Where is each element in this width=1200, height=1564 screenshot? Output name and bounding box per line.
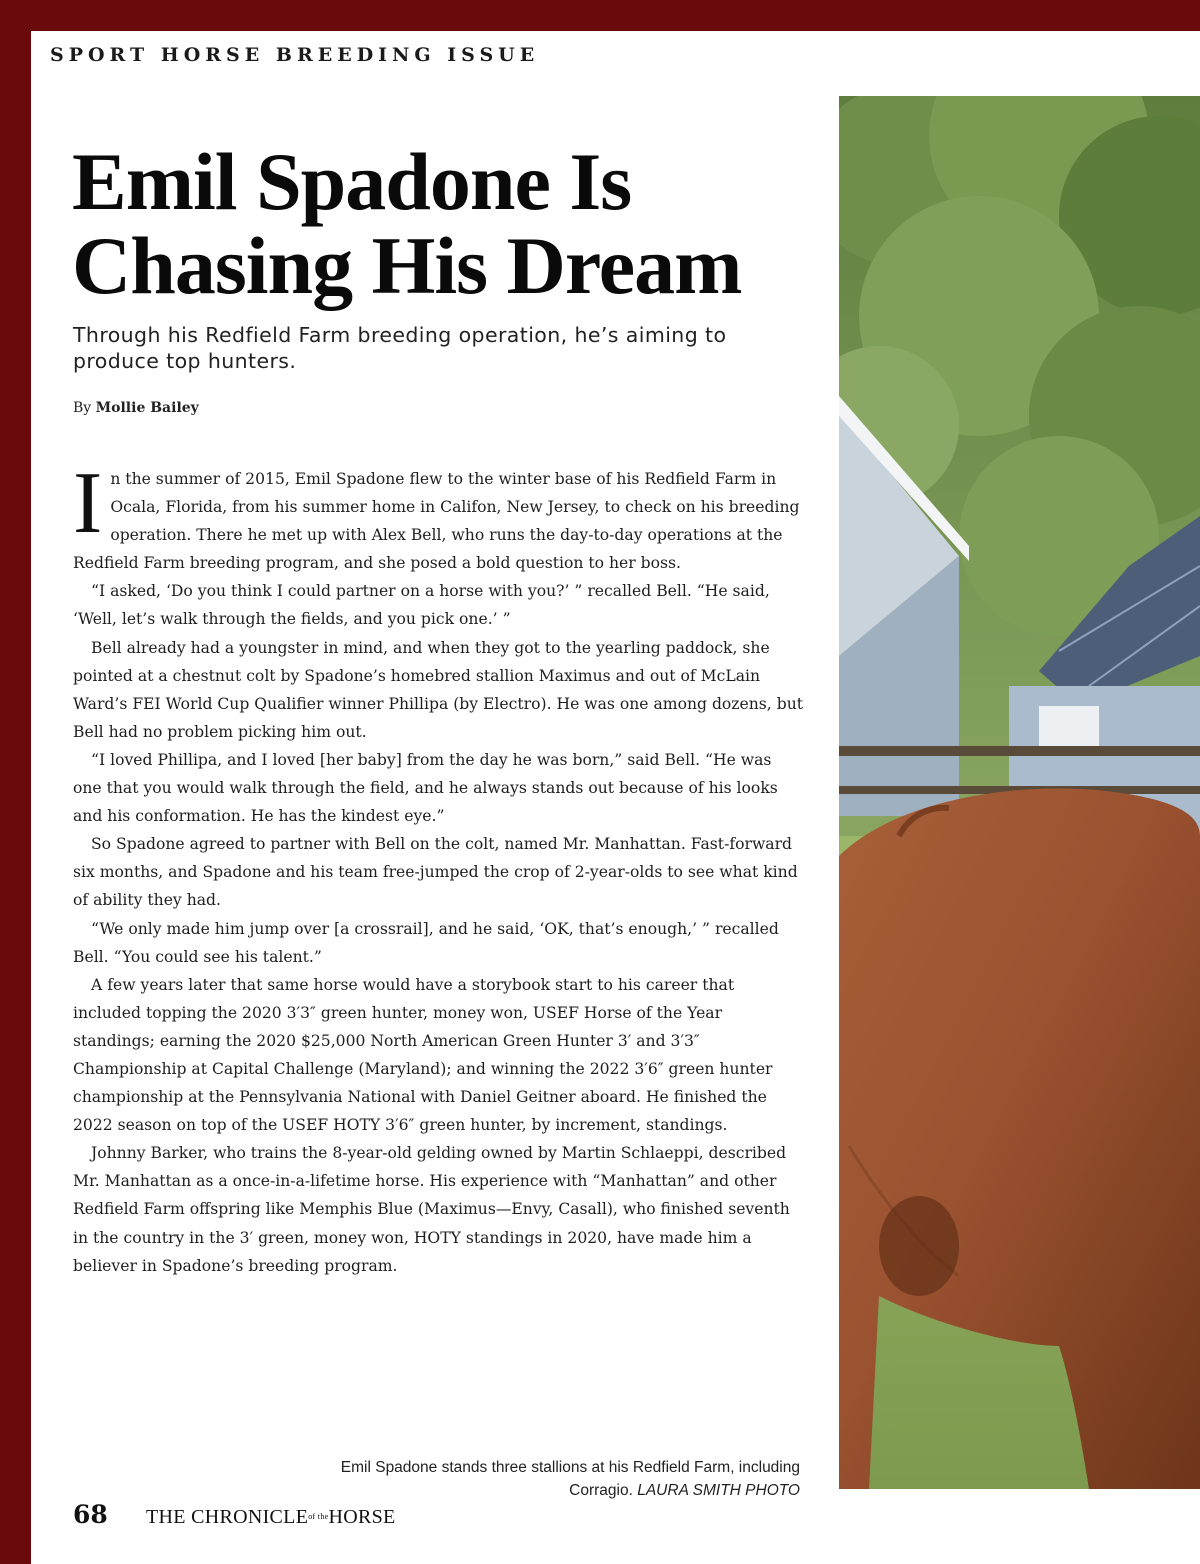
dek: Through his Redfield Farm breeding operation, he’s aiming to produce top hunters. — [73, 323, 727, 373]
frame-border-top — [0, 0, 1200, 31]
article-paragraph: A few years later that same horse would have a storybook start to his career that included topping the 2020 3′3″ green hunter, money won, USEF Horse of the Year standings; earning the 2020 $25,000 North American Green Hunter 3′ and 3′3″ Championship at Capital Challenge (Maryland); and winning the 2022 3′6″ green hunter championship at the Pennsylvania National with Daniel Geitner aboard. He finished the 2022 season on top of the USEF HOTY 3′6″ green hunter, by increment, standings. — [73, 975, 773, 1135]
photo-credit: LAURA SMITH PHOTO — [637, 1482, 800, 1499]
magazine-masthead — [146, 1506, 396, 1529]
headline: Emil Spadone Is Chasing His Dream — [72, 136, 742, 311]
article-paragraph: “We only made him jump over [a crossrail], and he said, ‘OK, that’s enough,’ ” recalled Bell. “You could see his talent.” — [73, 919, 779, 966]
horse-photo — [839, 96, 1200, 1489]
byline-author: Mollie Bailey — [95, 400, 199, 416]
masthead-right: HORSE — [328, 1506, 396, 1528]
article-paragraph: So Spadone agreed to partner with Bell on the colt, named Mr. Manhattan. Fast-forward six months, and Spadone and his team free-jumped the crop of 2-year-olds to see what kind of ability they had. — [73, 835, 798, 910]
photo-caption — [300, 1456, 800, 1502]
drop-cap: I — [73, 455, 103, 552]
caption-text: Emil Spadone stands three stallions at his Redfield Farm, including Corragio. — [340, 1459, 800, 1499]
byline-prefix: By — [73, 400, 92, 416]
article-paragraph: Bell already had a youngster in mind, and when they got to the yearling paddock, she pointed at a chestnut colt by Spadone’s homebred stallion Maximus and out of McLain Ward’s FEI World Cup Qualifier winner Phillipa (by Electro). He was one among dozens, but Bell had no problem picking him out. — [73, 638, 804, 741]
section-label: SPORT HORSE BREEDING ISSUE — [50, 44, 540, 66]
frame-border-left — [0, 0, 31, 1564]
byline — [73, 400, 199, 416]
masthead-left: THE CHRONICLE — [146, 1506, 309, 1528]
article-paragraph: “I asked, ‘Do you think I could partner on a horse with you?’ ” recalled Bell. “He said, ‘Well, let’s walk through the fields, and you pick one.’ ” — [73, 582, 770, 629]
article-paragraph: Johnny Barker, who trains the 8-year-old gelding owned by Martin Schlaeppi, described Mr. Manhattan as a once-in-a-lifetime horse. His experience with “Manhattan” and other Redfield Farm offspring like Memphis Blue (Maximus—Envy, Casall), who finished seventh in the country in the 3′ green, money won, HOTY standings in 2020, have made him a believer in Spadone’s breeding program. — [73, 1144, 790, 1275]
article-paragraph — [73, 455, 803, 577]
paragraph-text: n the summer of 2015, Emil Spadone flew to the winter base of his Redfield Farm in Ocala, Florida, from his summer home in Califon, New Jersey, to check on his breeding operation. There he met up with Alex Bell, who runs the day-to-day operations at the Redfield Farm breeding program, and she posed a bold question to her boss. — [73, 470, 800, 573]
article-paragraph: “I loved Phillipa, and I loved [her baby] from the day he was born,” said Bell. “He was one that you would walk through the field, and he always stands out because of his looks and his conformation. He has the kindest eye.” — [73, 750, 778, 826]
article-body — [73, 455, 804, 1280]
page-number: 68 — [73, 1500, 108, 1529]
masthead-mid: of the — [308, 1512, 329, 1521]
